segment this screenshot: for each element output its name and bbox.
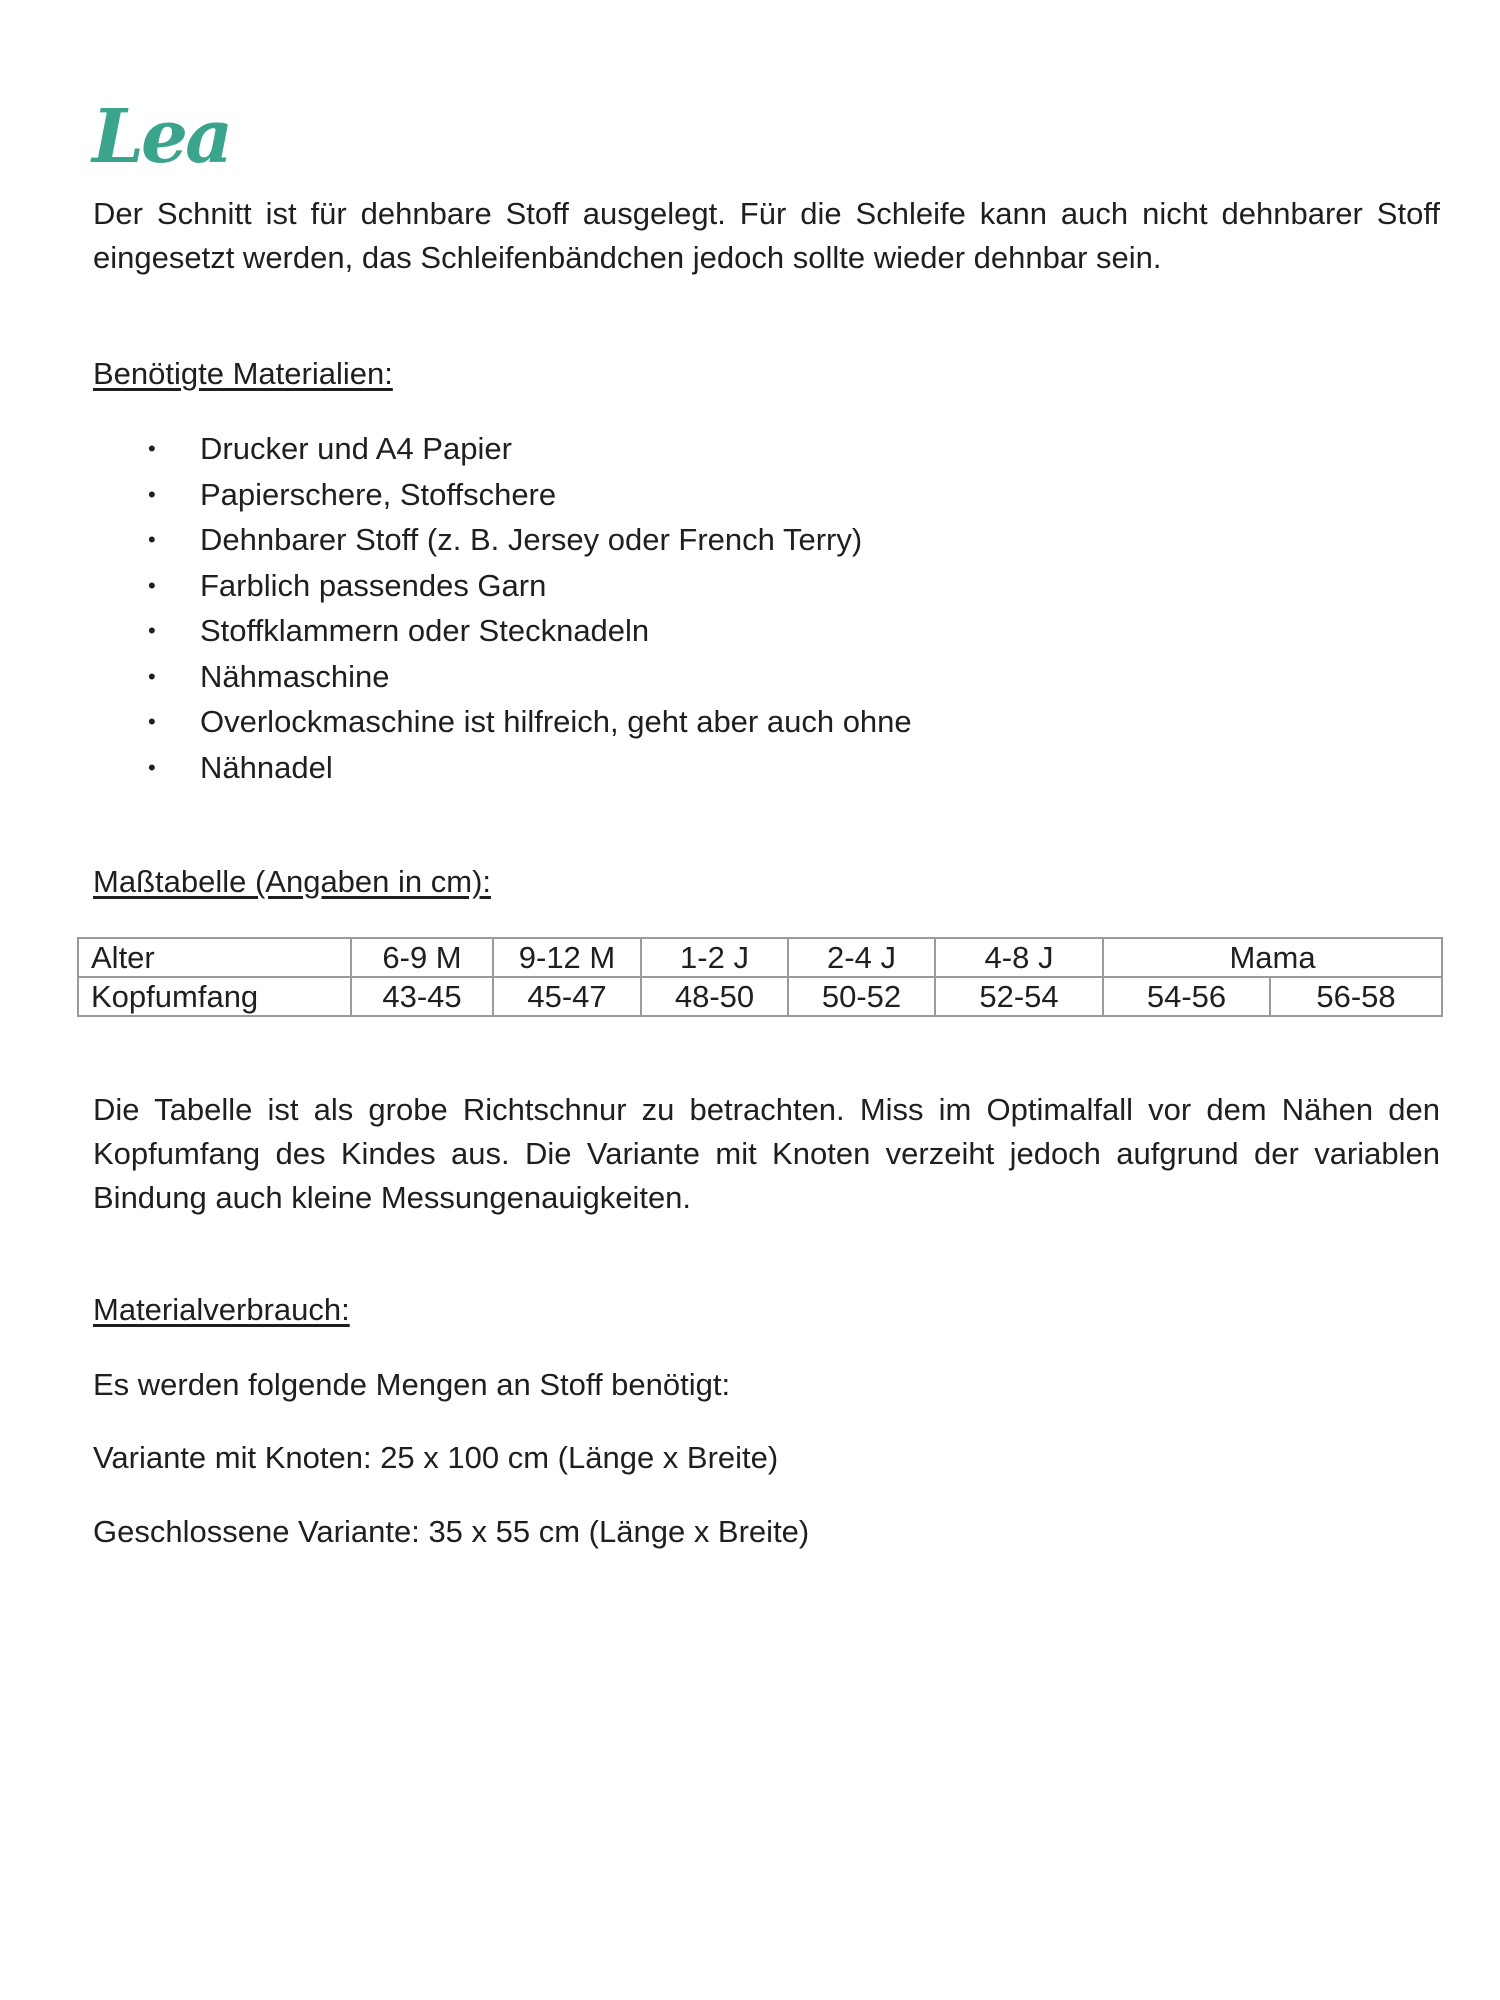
list-item-text: Stoffklammern oder Stecknadeln: [200, 613, 650, 648]
brand-logo: Lea: [92, 94, 231, 180]
list-item: [142, 563, 912, 609]
materials-list: [142, 426, 912, 790]
size-table-heading: Maßtabelle (Angaben in cm):: [93, 864, 492, 899]
usage-knot-variant: Variante mit Knoten: 25 x 100 cm (Länge x Breite): [93, 1440, 779, 1475]
table-cell: 48-50: [641, 977, 788, 1016]
intro-paragraph: Der Schnitt ist für dehnbare Stoff ausgelegt. Für die Schleife kann auch nicht dehnbarer Stoff eingesetzt werden, das Schleifenbändchen jedoch sollte wieder dehnbar sein.: [93, 196, 1440, 275]
list-item: [142, 699, 912, 745]
table-cell: 9-12 M: [493, 938, 641, 977]
table-cell: 6-9 M: [351, 938, 493, 977]
list-item-text: Nähmaschine: [200, 658, 390, 694]
table-row-head-circumference: [78, 977, 1442, 1016]
table-cell: 1-2 J: [641, 938, 788, 977]
list-item-text: Drucker und A4 Papier: [200, 431, 512, 466]
list-item-text: Overlockmaschine ist hilfreich, geht aber auch ohne: [200, 704, 912, 739]
bullet-icon: •: [148, 618, 156, 643]
table-cell: 50-52: [788, 977, 935, 1016]
table-note-paragraph: Die Tabelle ist als grobe Richtschnur zu betrachten. Miss im Optimalfall vor dem Nähen den Kopfumfang des Kindes aus. Die Variante mit Knoten verzeiht jedoch aufgrund der variablen Bindung auch kleine Messungenauigkeiten.: [93, 1092, 1440, 1215]
table-cell: 54-56: [1103, 977, 1270, 1016]
bullet-icon: •: [148, 481, 156, 507]
bullet-icon: •: [148, 572, 156, 598]
usage-closed-variant: Geschlossene Variante: 35 x 55 cm (Länge x Breite): [93, 1514, 810, 1549]
material-usage-heading: Materialverbrauch:: [93, 1292, 350, 1327]
row-label-head-circumference: Kopfumfang: [78, 977, 351, 1016]
bullet-icon: •: [148, 754, 156, 780]
table-cell: 4-8 J: [935, 938, 1103, 977]
usage-intro: Es werden folgende Mengen an Stoff benötigt:: [93, 1367, 731, 1402]
list-item: [142, 745, 912, 791]
bullet-icon: •: [148, 436, 156, 461]
bullet-icon: •: [148, 527, 156, 552]
size-table: [77, 937, 1443, 1017]
list-item-text: Farblich passendes Garn: [200, 567, 547, 603]
bullet-icon: •: [148, 663, 156, 689]
list-item-text: Dehnbarer Stoff (z. B. Jersey oder French Terry): [200, 522, 863, 557]
table-cell: 45-47: [493, 977, 641, 1016]
bullet-icon: •: [148, 709, 156, 734]
table-cell: 52-54: [935, 977, 1103, 1016]
list-item: [142, 608, 912, 654]
table-cell: 56-58: [1270, 977, 1442, 1016]
table-cell: 2-4 J: [788, 938, 935, 977]
materials-heading: Benötigte Materialien:: [93, 356, 393, 391]
list-item: [142, 426, 912, 472]
row-label-age: Alter: [78, 938, 351, 977]
list-item: [142, 654, 912, 700]
list-item: [142, 517, 912, 563]
table-cell: 43-45: [351, 977, 493, 1016]
table-row-age: [78, 938, 1442, 977]
list-item-text: Nähnadel: [200, 749, 333, 785]
table-cell-mama: Mama: [1103, 938, 1442, 977]
list-item-text: Papierschere, Stoffschere: [200, 476, 557, 512]
list-item: [142, 472, 912, 518]
